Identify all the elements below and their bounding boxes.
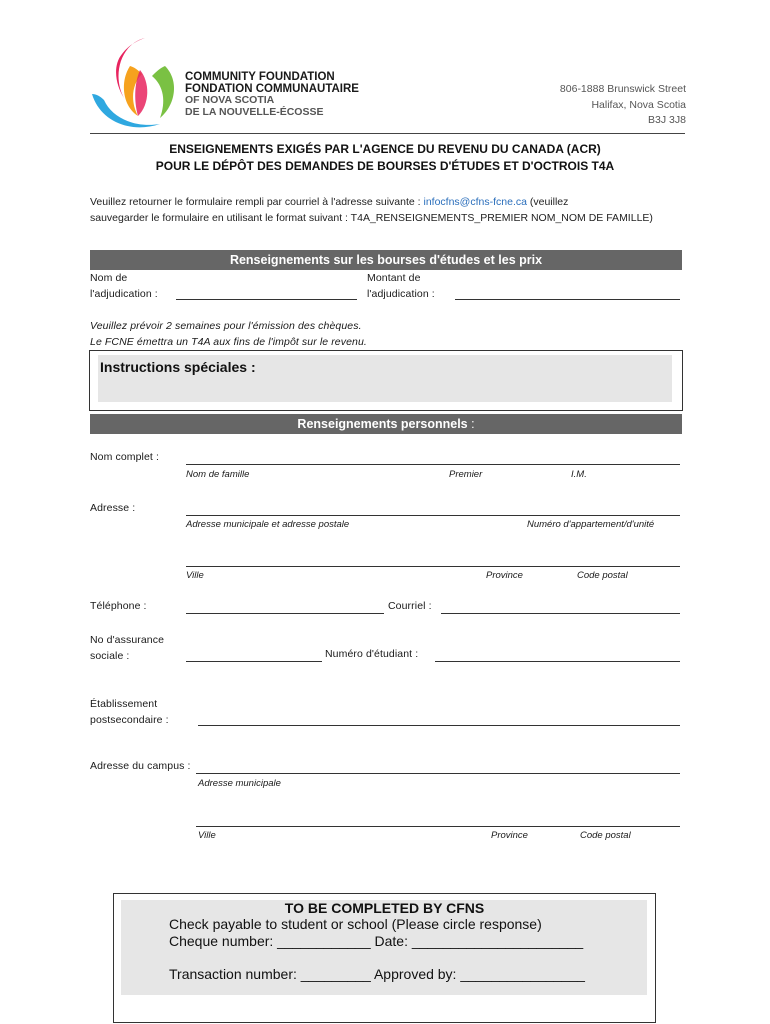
street-caption: Adresse municipale et adresse postale (186, 519, 350, 530)
special-instructions-label: Instructions spéciales : (100, 359, 256, 375)
full-name-label: Nom complet : (90, 451, 159, 463)
campus-postal-caption: Code postal (580, 830, 631, 841)
city-province-field[interactable] (186, 566, 680, 567)
initial-caption: I.M. (571, 469, 587, 480)
phone-field[interactable] (186, 613, 384, 614)
award-name-field[interactable] (176, 299, 357, 300)
city-caption: Ville (186, 570, 204, 581)
campus-city-field[interactable] (196, 826, 680, 827)
organization-name (185, 72, 359, 118)
cfns-transaction-approval: Transaction number: _________ Approved by: ________________ (169, 966, 585, 982)
phone-label: Téléphone : (90, 600, 147, 612)
campus-city-caption: Ville (198, 830, 216, 841)
address-label: Adresse : (90, 502, 136, 514)
award-amount-field[interactable] (455, 299, 680, 300)
cfns-check-payable: Check payable to student or school (Please circle response) (169, 916, 542, 932)
full-name-field[interactable] (186, 464, 680, 465)
last-name-caption: Nom de famille (186, 469, 250, 480)
intro-text-after: (veuillez (526, 196, 569, 208)
campus-address-label: Adresse du campus : (90, 760, 191, 772)
cheque-notes (90, 319, 367, 350)
sin-label: No d'assurance sociale : (90, 634, 165, 662)
personal-section-heading: Renseignements personnels : (90, 414, 682, 434)
email-label: Courriel : (388, 600, 432, 612)
cfns-box-title: TO BE COMPLETED BY CFNS (284, 900, 485, 916)
award-name-label: Nom de l'adjudication : (90, 272, 158, 300)
student-number-field[interactable] (435, 661, 680, 662)
title-line-1: ENSEIGNEMENTS EXIGÉS PAR L'AGENCE DU REVENU DU CANADA (ACR) (169, 142, 601, 156)
email-link[interactable]: infocfns@cfns-fcne.ca (423, 196, 527, 208)
apt-caption: Numéro d'appartement/d'unité (527, 519, 655, 530)
org-line-4: DE LA NOUVELLE-ÉCOSSE (185, 105, 324, 118)
title-line-2: POUR LE DÉPÔT DES DEMANDES DE BOURSES D'ÉTUDES ET D'OCTROIS T4A (155, 159, 615, 173)
cfns-office-use-box (113, 893, 656, 1023)
intro-line-2: sauvegarder le formulaire en utilisant le format suivant : T4A_RENSEIGNEMENTS_PREMIER NOM_NOM DE FAMILLE) (90, 212, 653, 224)
intro-text: Veuillez retourner le formulaire rempli par courriel à l'adresse suivante : (90, 196, 424, 208)
award-amount-label: Montant de l'adjudication : (367, 272, 435, 300)
campus-street-caption: Adresse municipale (198, 778, 281, 789)
sin-field[interactable] (186, 661, 322, 662)
org-line-3: OF NOVA SCOTIA (185, 94, 275, 106)
institution-label: Établissement postsecondaire : (90, 698, 169, 726)
awards-section-heading: Renseignements sur les bourses d'études et les prix (90, 250, 682, 270)
special-instructions-box[interactable] (89, 350, 683, 411)
province-caption: Province (486, 570, 523, 581)
organization-address (560, 82, 686, 129)
note-2: Le FCNE émettra un T4A aux fins de l'impôt sur le revenu. (90, 335, 367, 348)
campus-province-caption: Province (491, 830, 528, 841)
foundation-logo-icon (90, 36, 185, 132)
postal-caption: Code postal (577, 570, 628, 581)
document-title (0, 141, 770, 175)
email-field[interactable] (441, 613, 680, 614)
first-name-caption: Premier (449, 469, 483, 480)
cfns-cheque-date: Cheque number: ____________ Date: ______________________ (169, 933, 584, 949)
address-line-3: B3J 3J8 (648, 114, 686, 126)
note-1: Veuillez prévoir 2 semaines pour l'émission des chèques. (90, 320, 362, 332)
org-line-2: FONDATION COMMUNAUTAIRE (185, 82, 359, 95)
intro-instructions (90, 194, 690, 226)
institution-field[interactable] (198, 725, 680, 726)
street-address-field[interactable] (186, 515, 680, 516)
campus-street-field[interactable] (196, 773, 680, 774)
address-line-2: Halifax, Nova Scotia (591, 98, 686, 111)
org-line-1: COMMUNITY FOUNDATION (185, 71, 335, 83)
address-line-1: 806-1888 Brunswick Street (559, 83, 686, 95)
student-number-label: Numéro d'étudiant : (325, 648, 419, 660)
header-divider (90, 133, 685, 134)
